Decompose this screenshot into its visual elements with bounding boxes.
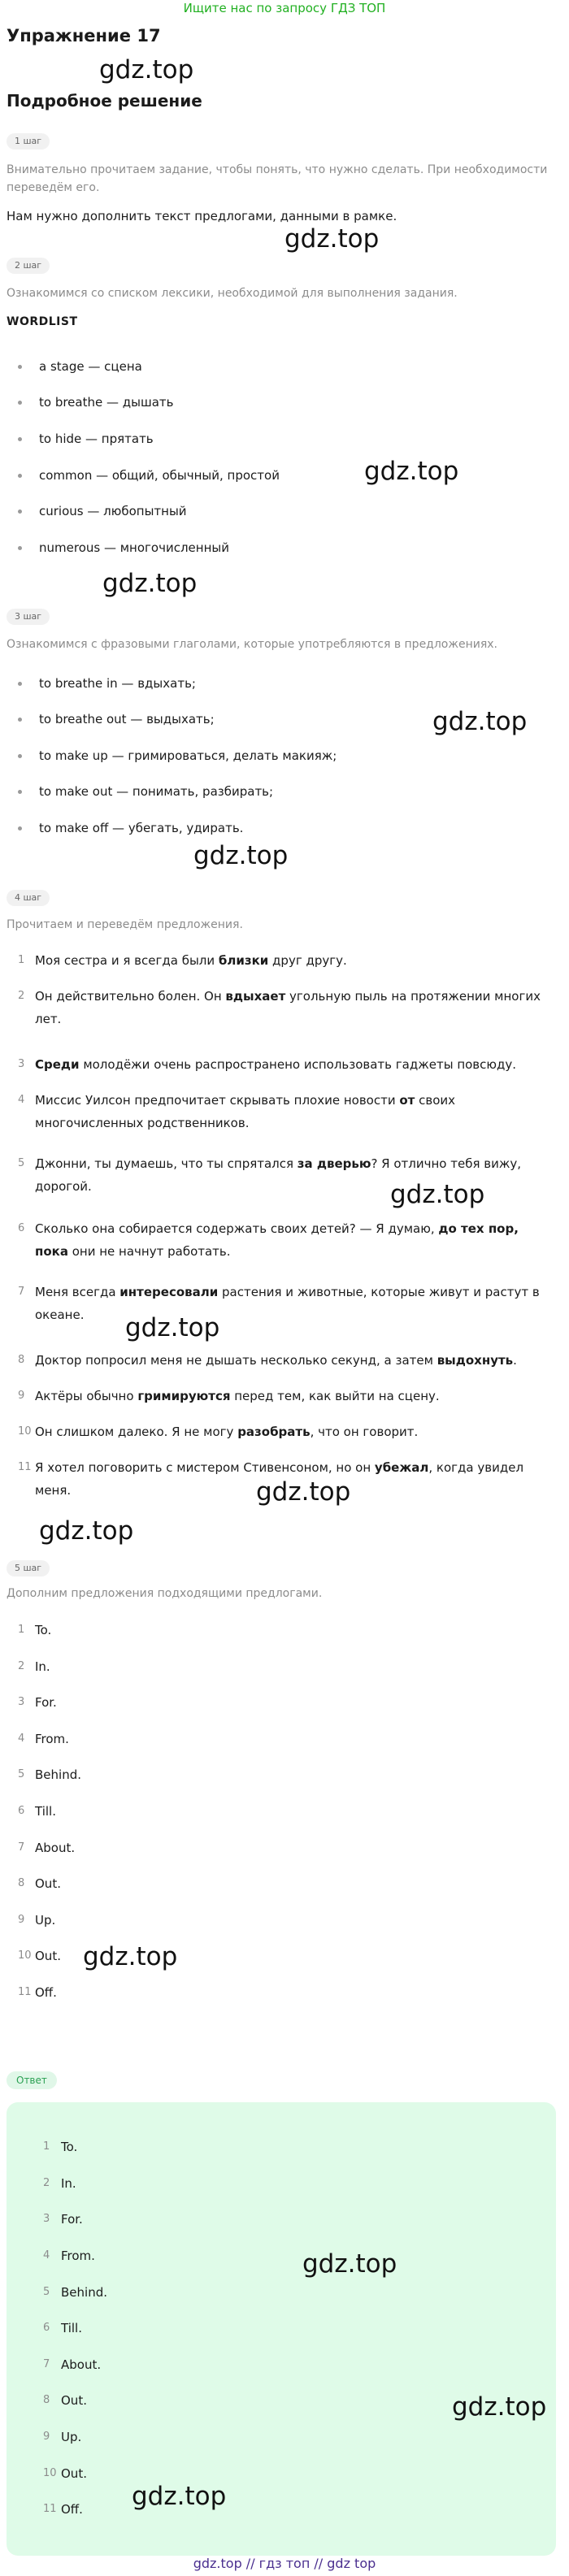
wordlist-title: WORDLIST <box>7 315 78 328</box>
footer-links[interactable]: gdz.top // гдз топ // gdz top <box>193 2556 376 2571</box>
watermark: gdz.top <box>256 1477 351 1507</box>
answer-badge: Ответ <box>7 2071 57 2089</box>
step-1-text: Нам нужно дополнить текст предлогами, данными в рамке. <box>7 209 397 223</box>
watermark: gdz.top <box>83 1942 178 1971</box>
step-4-instruction: Прочитаем и переведём предложения. <box>7 918 243 931</box>
step-2-instruction: Ознакомимся со списком лексики, необходимой для выполнения задания. <box>7 287 458 300</box>
step-5-instruction: Дополним предложения подходящими предлогами. <box>7 1587 323 1600</box>
step-5-badge: 5 шаг <box>7 1560 50 1576</box>
page-title: Упражнение 17 <box>7 26 161 46</box>
step-1-badge: 1 шаг <box>7 133 50 150</box>
watermark: gdz.top <box>390 1180 485 1209</box>
watermark: gdz.top <box>284 224 380 254</box>
watermark: gdz.top <box>364 457 459 486</box>
answer-box: 1 To. 2 In. 3 For. 4 From. 5 Behind. 6 Till. 7 About. 8 Out. 9 Up. 10 Out. 11 Off. <box>7 2102 556 2556</box>
watermark: gdz.top <box>302 2249 397 2279</box>
page-subtitle: Подробное решение <box>7 91 202 111</box>
step-3-badge: 3 шаг <box>7 609 50 625</box>
step-1-instruction: Внимательно прочитаем задание, чтобы понять, что нужно сделать. При необходимости переведём его. <box>7 163 548 194</box>
watermark: gdz.top <box>193 841 289 870</box>
step-4-badge: 4 шаг <box>7 890 50 906</box>
watermark: gdz.top <box>99 55 194 85</box>
top-banner: Ищите нас по запросу ГДЗ ТОП <box>183 1 386 15</box>
step-2-badge: 2 шаг <box>7 258 50 274</box>
watermark: gdz.top <box>132 2482 227 2511</box>
watermark: gdz.top <box>102 569 198 598</box>
step-3-instruction: Ознакомимся с фразовыми глаголами, которые употребляются в предложениях. <box>7 638 498 651</box>
watermark: gdz.top <box>39 1516 134 1546</box>
watermark: gdz.top <box>125 1313 220 1342</box>
watermark: gdz.top <box>452 2392 547 2422</box>
watermark: gdz.top <box>432 707 528 736</box>
